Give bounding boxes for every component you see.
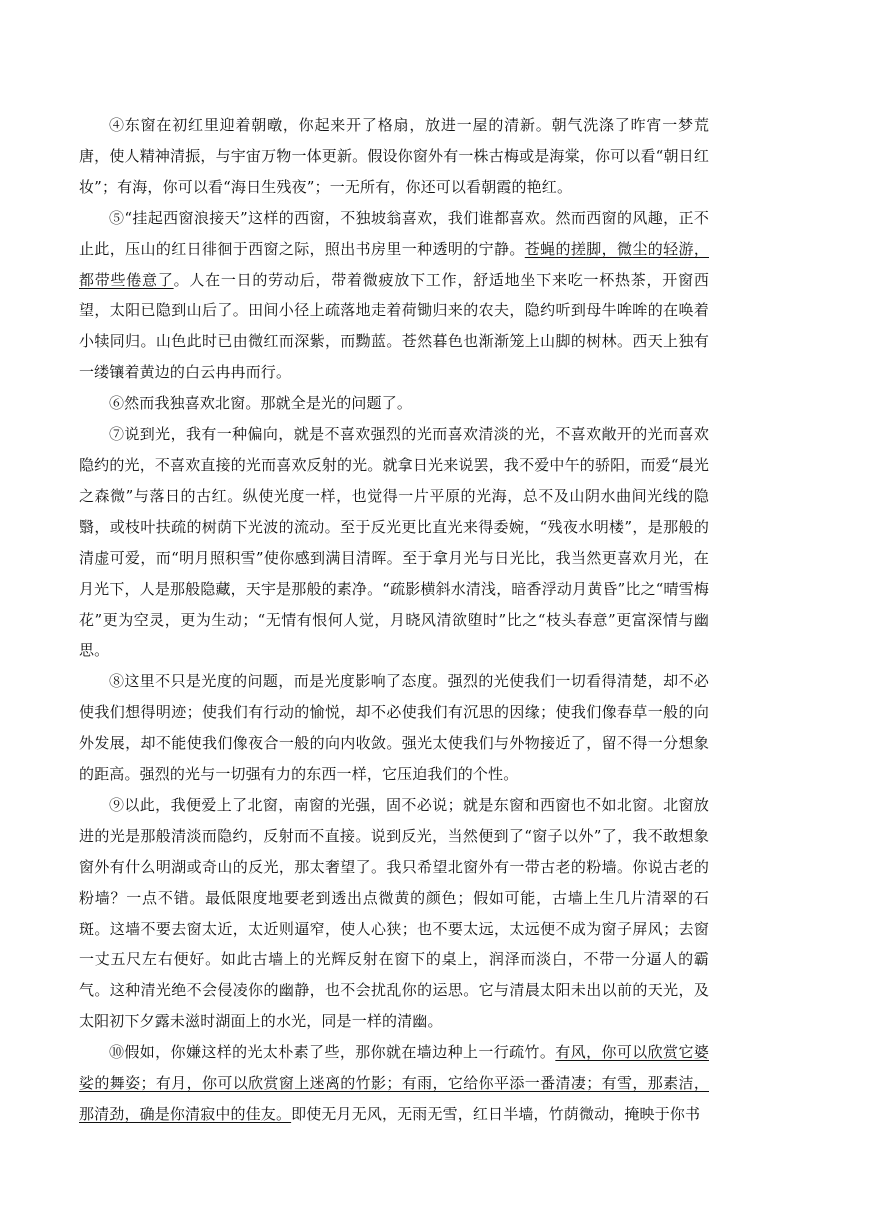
paragraph-6 [79,388,709,419]
paragraph-5 [79,203,709,388]
paragraph-4 [79,110,709,203]
essay-body [79,110,709,1130]
paragraph-text: ⑧这里不只是光度的问题，而是光度影响了态度。强烈的光使我们一切看得清楚，却不必使我们想得明迹；使我们有行动的愉悦，却不必使我们有沉思的因缘；使我们像春草一般的向外发展，却不能使我们像夜合一般的向内收敛。强光太使我们与外物接近了，留不得一分想象的距高。强烈的光与一切强有力的东西一样，它压迫我们的个性。 [79,672,709,784]
paragraph-text: ④东窗在初红里迎着朝暾，你起来开了格扇，放进一屋的清新。朝气洗涤了昨宵一梦荒唐，使人精神清振，与宇宙万物一体更新。假设你窗外有一株古梅或是海棠，你可以看“朝日红妆”；有海，你可以看“海日生残夜”；一无所有，你还可以看朝霞的艳红。 [79,116,709,196]
paragraph-text: 。人在一日的劳动后，带着微疲放下工作，舒适地坐下来吃一杯热茶，开窗西望，太阳已隐到山后了。田间小径上疏落地走着荷锄归来的农夫，隐约听到母牛哞哞的在唤着小犊同归。山色此时已由微红而深紫，而黝蓝。苍然暮色也渐渐笼上山脚的树林。西天上独有一缕镶着黄边的白云冉冉而行。 [79,270,709,382]
paragraph-text: 即使无月无风，无雨无雪，红日半墙，竹荫微动，掩映于你书 [291,1105,701,1123]
paragraph-10 [79,1037,709,1130]
paragraph-text: ⑤“挂起西窗浪接天”这样的西窗，不独坡翁喜欢，我们谁都喜欢。然而西窗的风趣，正不止此，压山的红日徘徊于西窗之际，照出书房里一种透明的宁静。 [79,208,709,258]
paragraph-text: ⑦说到光，我有一种偏向，就是不喜欢强烈的光而喜欢清淡的光，不喜欢敞开的光而喜欢隐约的光，不喜欢直接的光而喜欢反射的光。就拿日光来说罢，我不爱中午的骄阳，而爱“晨光之森微”与落日的古红。纵使光度一样，也觉得一片平原的光海，总不及山阴水曲间光线的隐翳，或枝叶扶疏的树荫下光波的流动。至于反光更比直光来得委婉，“残夜水明楼”，是那般的清虚可爱，而“明月照积雪”使你感到满目清晖。至于拿月光与日光比，我当然更喜欢月光，在月光下，人是那般隐藏，天宇是那般的素净。“疏影横斜水清浅，暗香浮动月黄昏”比之“晴雪梅花”更为空灵，更为生动；“无情有恨何人觉，月晓风清欲堕时”比之“枝头春意”更富深情与幽思。 [79,425,709,660]
paragraph-9 [79,790,709,1037]
underlined-sentence: 苍蝇的搓脚，微尘的轻游，都带些倦意了 [79,239,709,289]
paragraph-8 [79,666,709,790]
paragraph-text: ⑥然而我独喜欢北窗。那就全是光的问题了。 [109,394,413,413]
paragraph-7 [79,419,709,666]
paragraph-text: ⑨以此，我便爱上了北窗，南窗的光强，固不必说；就是东窗和西窗也不如北窗。北窗放进的光是那般清淡而隐约，反射而不直接。说到反光，当然便到了“窗子以外”了，我不敢想象窗外有什么明湖或奇山的反光，那太奢望了。我只希望北窗外有一带古老的粉墙。你说古老的粉墙？一点不错。最低限度地要老到透出点微黄的颜色；假如可能，古墙上生几片清翠的石斑。这墙不要去窗太近，太近则逼窄，使人心狭；也不要太远，太远便不成为窗子屏风；去窗一丈五尺左右便好。如此古墙上的光辉反射在窗下的桌上，润泽而淡白，不带一分逼人的霸气。这种清光绝不会侵凌你的幽静，也不会扰乱你的运思。它与清晨太阳未出以前的天光，及太阳初下夕露未滋时湖面上的水光，同是一样的清幽。 [79,795,709,1031]
paragraph-text: ⑩假如，你嫌这样的光太朴素了些，那你就在墙边种上一行疏竹。 [109,1043,556,1062]
underlined-sentence: 有风，你可以欣赏它婆娑的舞姿；有月，你可以欣赏窗上迷离的竹影；有雨，它给你平添一番清凄；有雪，那素洁，那清劲，确是你清寂中的佳友。 [79,1043,709,1123]
